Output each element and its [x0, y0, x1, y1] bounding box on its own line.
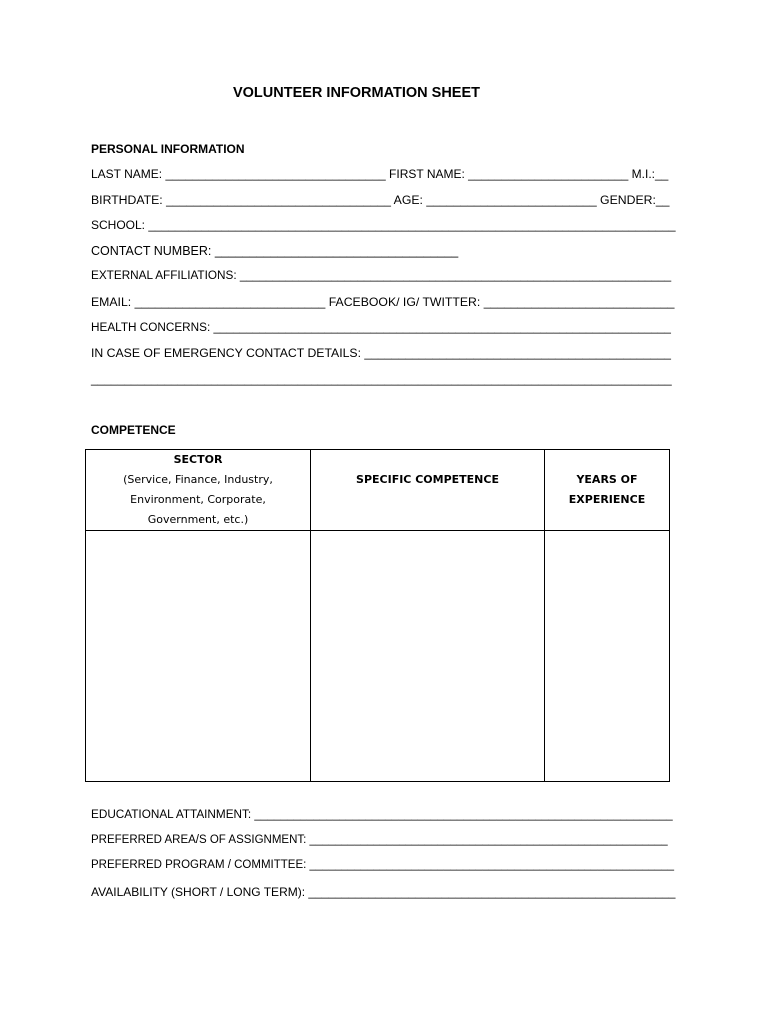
sector-entry-cell[interactable] [86, 531, 310, 781]
sector-header-subtext: Government, etc.) [147, 513, 249, 526]
sector-header-label: SECTOR [173, 453, 223, 466]
competence-table [85, 449, 670, 782]
specific-competence-label: SPECIFIC COMPETENCE [356, 473, 499, 486]
years-header-line-2: EXPERIENCE [568, 493, 646, 506]
sector-header-subtext: Environment, Corporate, [130, 493, 266, 506]
emergency-contact-continuation-line: _______________________________________________________________________________________ [91, 372, 672, 386]
name-line: LAST NAME: _________________________________ FIRST NAME: ________________________ M.I.:__ [91, 167, 669, 181]
email-social-line: EMAIL: ____________________________ FACEBOOK/ IG/ TWITTER: ____________________________ [91, 295, 675, 309]
preferred-assignment-line: PREFERRED AREA/S OF ASSIGNMENT: ________________________________________________________ [91, 834, 668, 846]
birthdate-line: BIRTHDATE: _________________________________ AGE: _________________________ GENDER:__ [91, 193, 670, 207]
specific-competence-entry-cell[interactable] [311, 531, 544, 781]
personal-information-heading: PERSONAL INFORMATION [91, 142, 245, 156]
contact-number-line: CONTACT NUMBER: ___________________________________ [91, 244, 459, 258]
specific-competence-header [311, 450, 544, 530]
school-line: SCHOOL: _______________________________________________________________________________ [91, 218, 676, 232]
sector-header-subtext: (Service, Finance, Industry, [123, 473, 273, 486]
competence-heading: COMPETENCE [91, 423, 176, 437]
availability-line: AVAILABILITY (SHORT / LONG TERM): _______________________________________________________ [91, 885, 676, 899]
sector-header [86, 450, 310, 530]
external-affiliations-line: EXTERNAL AFFILIATIONS: __________________________________________________________________ [91, 269, 672, 282]
educational-attainment-line: EDUCATIONAL ATTAINMENT: ________________________________________________________________ [91, 808, 673, 821]
emergency-contact-line: IN CASE OF EMERGENCY CONTACT DETAILS: _____________________________________________ [91, 346, 671, 360]
years-of-experience-header [545, 450, 669, 530]
years-header-line-1: YEARS OF [576, 473, 638, 486]
preferred-program-line: PREFERRED PROGRAM / COMMITTEE: _________________________________________________________ [91, 859, 675, 871]
years-of-experience-entry-cell[interactable] [545, 531, 669, 781]
health-concerns-line: HEALTH CONCERNS: ______________________________________________________________________ [91, 321, 671, 334]
page-title: VOLUNTEER INFORMATION SHEET [232, 85, 481, 101]
